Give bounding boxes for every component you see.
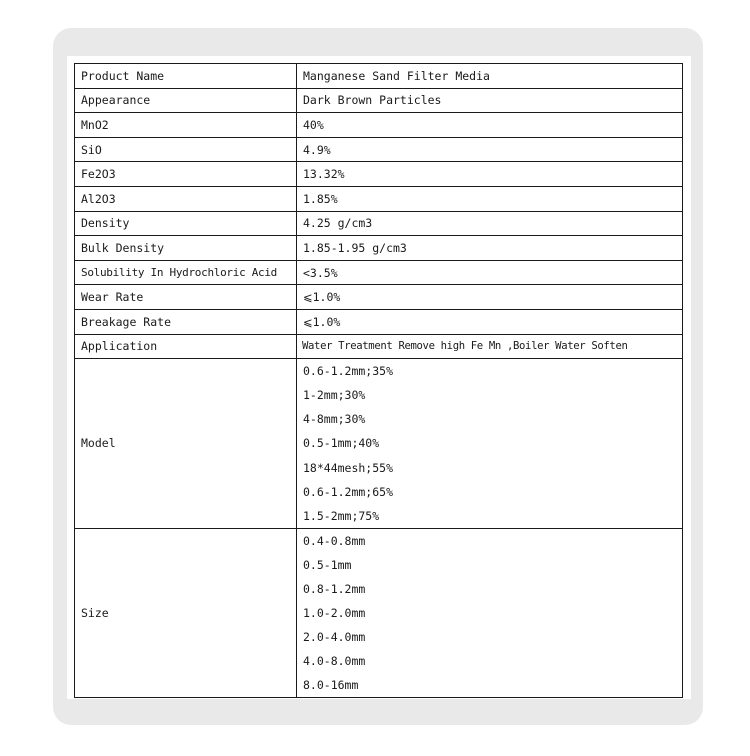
table-row (75, 260, 683, 285)
table-row (75, 285, 683, 310)
size-value: 8.0-16mm (303, 678, 359, 693)
table-row (75, 88, 683, 113)
size-value: 0.8-1.2mm (303, 581, 366, 596)
table-row (75, 113, 683, 138)
row-label: Appearance (75, 88, 297, 113)
size-values (297, 528, 683, 698)
model-value: 0.6-1.2mm;65% (303, 484, 394, 499)
model-value: 18*44mesh;55% (303, 460, 394, 475)
row-value: 13.32% (297, 162, 683, 187)
table-row (75, 236, 683, 261)
model-value: 1-2mm;30% (303, 388, 366, 403)
row-value: ⩽1.0% (297, 285, 683, 310)
row-label: Solubility In Hydrochloric Acid (75, 260, 297, 285)
row-value: 1.85-1.95 g/cm3 (297, 236, 683, 261)
row-label: Density (75, 211, 297, 236)
row-value: 1.85% (297, 186, 683, 211)
row-value: Manganese Sand Filter Media (297, 64, 683, 89)
size-label: Size (75, 528, 297, 698)
row-value: <3.5% (297, 260, 683, 285)
table-row (75, 162, 683, 187)
row-label: MnO2 (75, 113, 297, 138)
table-row (75, 64, 683, 89)
model-values (297, 359, 683, 529)
size-value: 0.5-1mm (303, 557, 352, 572)
model-value: 4-8mm;30% (303, 412, 366, 427)
table-row (75, 211, 683, 236)
model-row (75, 359, 683, 529)
row-value: 4.9% (297, 137, 683, 162)
row-value: Dark Brown Particles (297, 88, 683, 113)
row-label: Breakage Rate (75, 309, 297, 334)
row-label: SiO (75, 137, 297, 162)
table-row (75, 137, 683, 162)
table-row (75, 334, 683, 359)
row-value: Water Treatment Remove high Fe Mn ,Boiler Water Soften (297, 334, 683, 359)
table-row (75, 309, 683, 334)
table-row (75, 186, 683, 211)
model-value: 0.6-1.2mm;35% (303, 364, 394, 379)
size-value: 2.0-4.0mm (303, 630, 366, 645)
row-label: Al2O3 (75, 186, 297, 211)
row-value: 4.25 g/cm3 (297, 211, 683, 236)
row-value: 40% (297, 113, 683, 138)
size-value: 0.4-0.8mm (303, 533, 366, 548)
model-value: 1.5-2mm;75% (303, 508, 380, 523)
row-label: Product Name (75, 64, 297, 89)
row-label: Bulk Density (75, 236, 297, 261)
size-value: 1.0-2.0mm (303, 606, 366, 621)
row-label: Wear Rate (75, 285, 297, 310)
spec-table (74, 63, 683, 698)
row-label: Fe2O3 (75, 162, 297, 187)
row-label: Application (75, 334, 297, 359)
row-value: ⩽1.0% (297, 309, 683, 334)
size-value: 4.0-8.0mm (303, 654, 366, 669)
model-label: Model (75, 359, 297, 529)
model-value: 0.5-1mm;40% (303, 436, 380, 451)
size-row (75, 528, 683, 698)
